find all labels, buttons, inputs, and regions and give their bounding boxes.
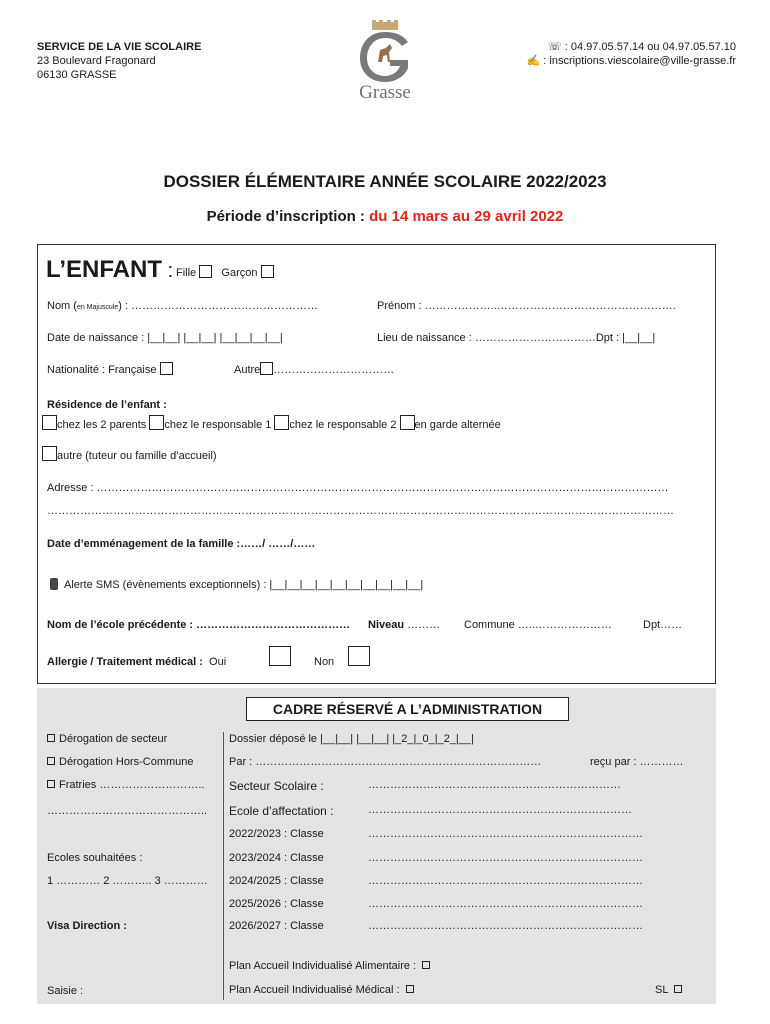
- residence-autre: [42, 446, 217, 462]
- classe-label: 2023/2024 : Classe: [229, 852, 324, 864]
- saisie-label: Saisie :: [47, 985, 84, 997]
- mobile-phone-icon: [50, 578, 58, 590]
- garcon-label: Garçon: [221, 267, 258, 279]
- nationalite-row: [47, 362, 173, 376]
- res-resp1-label: chez le responsable 1: [164, 419, 272, 431]
- document-title: DOSSIER ÉLÉMENTAIRE ANNÉE SCOLAIRE 2022/2023: [163, 172, 607, 191]
- commune-field[interactable]: Commune …..…………………: [464, 619, 612, 631]
- fille-label: Fille: [176, 267, 197, 279]
- service-address: [37, 40, 201, 82]
- res-resp1-checkbox[interactable]: [149, 415, 164, 430]
- address-line-2: 06130 GRASSE: [37, 69, 117, 81]
- pai-medical: Plan Accueil Individualisé Médical :: [229, 984, 418, 996]
- allergie-label: Allergie / Traitement médical :: [47, 656, 203, 668]
- fratries[interactable]: Fratries ………………………..: [47, 779, 204, 791]
- adresse-line-2[interactable]: ………………………………………………………………………………………………………………………………………………………: [47, 505, 674, 517]
- res-autre-checkbox[interactable]: [42, 446, 57, 461]
- derog-hors-checkbox[interactable]: [47, 757, 55, 765]
- residence-label: Résidence de l’enfant :: [47, 399, 167, 411]
- emmenagement-field[interactable]: Date d’emménagement de la famille :……/ ……/……: [47, 538, 316, 550]
- admin-title: CADRE RÉSERVÉ A L’ADMINISTRATION: [246, 697, 569, 721]
- grasse-logo: [342, 20, 428, 108]
- period-dates: du 14 mars au 29 avril 2022: [369, 208, 564, 225]
- nationalite-label: Nationalité : Française: [47, 364, 157, 376]
- classe-dots[interactable]: …………………………………………………………………: [368, 828, 643, 840]
- classe-label: 2024/2025 : Classe: [229, 875, 324, 887]
- pai-alimentaire-checkbox[interactable]: [422, 961, 430, 969]
- coat-of-arms-icon: [342, 20, 428, 84]
- allergie-row: [47, 656, 226, 668]
- niveau-field[interactable]: Niveau ………: [368, 619, 441, 631]
- autre-nationalite: [234, 362, 394, 376]
- par-field[interactable]: Par : ……………………………………………………………………: [229, 756, 542, 768]
- residence-options: [42, 415, 501, 431]
- res-resp2-label: chez le responsable 2: [289, 419, 397, 431]
- derog-secteur-checkbox[interactable]: [47, 734, 55, 742]
- autre-dots[interactable]: ……………………………: [273, 364, 395, 376]
- classe-dots[interactable]: …………………………………………………………………: [368, 852, 643, 864]
- res-alternee-checkbox[interactable]: [400, 415, 415, 430]
- ecoles-souhaitees-label: Ecoles souhaitées :: [47, 852, 143, 864]
- phone-line: ☏ : 04.97.05.57.14 ou 04.97.05.57.10: [547, 41, 736, 53]
- date-naissance-field[interactable]: Date de naissance : |__|__| |__|__| |__|__|__|__|: [47, 332, 283, 344]
- address-line-1: 23 Boulevard Fragonard: [37, 55, 156, 67]
- res-alternee-label: en garde alternée: [414, 419, 501, 431]
- res-2-parents-label: chez les 2 parents: [57, 419, 147, 431]
- period-label: Période d’inscription :: [206, 208, 370, 225]
- fille-checkbox[interactable]: [199, 265, 212, 278]
- gender-options: [176, 265, 274, 279]
- dossier-depose[interactable]: Dossier déposé le |__|__| |__|__| |_2_|_0_|_2_|__|: [229, 733, 474, 745]
- oui-label: Oui: [209, 656, 227, 668]
- sl-option: SL: [655, 984, 686, 996]
- child-heading: L’ENFANT :: [46, 256, 174, 283]
- derog-secteur[interactable]: Dérogation de secteur: [47, 733, 167, 745]
- email-line: ✍ : inscriptions.viescolaire@ville-grasse.fr: [526, 55, 736, 67]
- pai-alimentaire: Plan Accueil Individualisé Alimentaire :: [229, 960, 434, 972]
- res-autre-label: autre (tuteur ou famille d’accueil): [57, 450, 217, 462]
- res-resp2-checkbox[interactable]: [274, 415, 289, 430]
- recu-par-field[interactable]: reçu par : …………: [590, 756, 684, 768]
- ecole-affectation-label: Ecole d’affectation :: [229, 804, 334, 818]
- fratries-checkbox[interactable]: [47, 780, 55, 788]
- classe-label: 2022/2023 : Classe: [229, 828, 324, 840]
- dpt-field[interactable]: Dpt……: [643, 619, 683, 631]
- classe-label: 2026/2027 : Classe: [229, 920, 324, 932]
- classe-label: 2025/2026 : Classe: [229, 898, 324, 910]
- allergie-non-checkbox[interactable]: [348, 646, 370, 666]
- res-2-parents-checkbox[interactable]: [42, 415, 57, 430]
- francaise-checkbox[interactable]: [160, 362, 173, 375]
- visa-direction-label: Visa Direction :: [47, 920, 127, 932]
- secteur-label: Secteur Scolaire :: [229, 779, 324, 793]
- autre-label: Autre: [234, 364, 261, 376]
- autre-checkbox[interactable]: [260, 362, 273, 375]
- pai-medical-checkbox[interactable]: [406, 985, 414, 993]
- classe-dots[interactable]: …………………………………………………………………: [368, 875, 643, 887]
- admin-divider: [223, 732, 224, 1000]
- sms-field[interactable]: Alerte SMS (évènements exceptionnels) : |__|__|__|__|__|__|__|__|__|__|: [50, 578, 423, 591]
- adresse-field[interactable]: Adresse : …………………………………………………………………………………………………………………………………………: [47, 482, 669, 494]
- contact-info: [527, 40, 736, 68]
- classe-dots[interactable]: …………………………………………………………………: [368, 898, 643, 910]
- allergie-oui-checkbox[interactable]: [269, 646, 291, 666]
- non-label: Non: [314, 656, 335, 668]
- ecole-precedente-field[interactable]: Nom de l’école précédente : ……………………………………: [47, 619, 351, 631]
- ecole-affectation-dots[interactable]: ………………………………………………………………: [368, 804, 632, 816]
- sl-checkbox[interactable]: [674, 985, 682, 993]
- logo-text: Grasse: [359, 82, 411, 103]
- lieu-naissance-field[interactable]: Lieu de naissance : ……………………………Dpt : |__|__|: [377, 332, 656, 344]
- registration-period: [0, 208, 770, 225]
- service-name: SERVICE DE LA VIE SCOLAIRE: [37, 41, 202, 53]
- nom-field[interactable]: Nom (en Majuscule) : ……………………………………………: [47, 300, 319, 312]
- derog-hors-commune[interactable]: Dérogation Hors-Commune: [47, 756, 194, 768]
- admin-left-dots[interactable]: ……………………………………..: [47, 805, 208, 817]
- ecoles-souhaitees-list[interactable]: 1 ………… 2 ……….. 3 …………: [47, 875, 208, 887]
- prenom-field[interactable]: Prénom : ………………..………………………………………….: [377, 300, 676, 312]
- classe-dots[interactable]: …………………………………………………………………: [368, 920, 643, 932]
- garcon-checkbox[interactable]: [261, 265, 274, 278]
- secteur-dots[interactable]: ……………………………………………………………: [368, 779, 621, 791]
